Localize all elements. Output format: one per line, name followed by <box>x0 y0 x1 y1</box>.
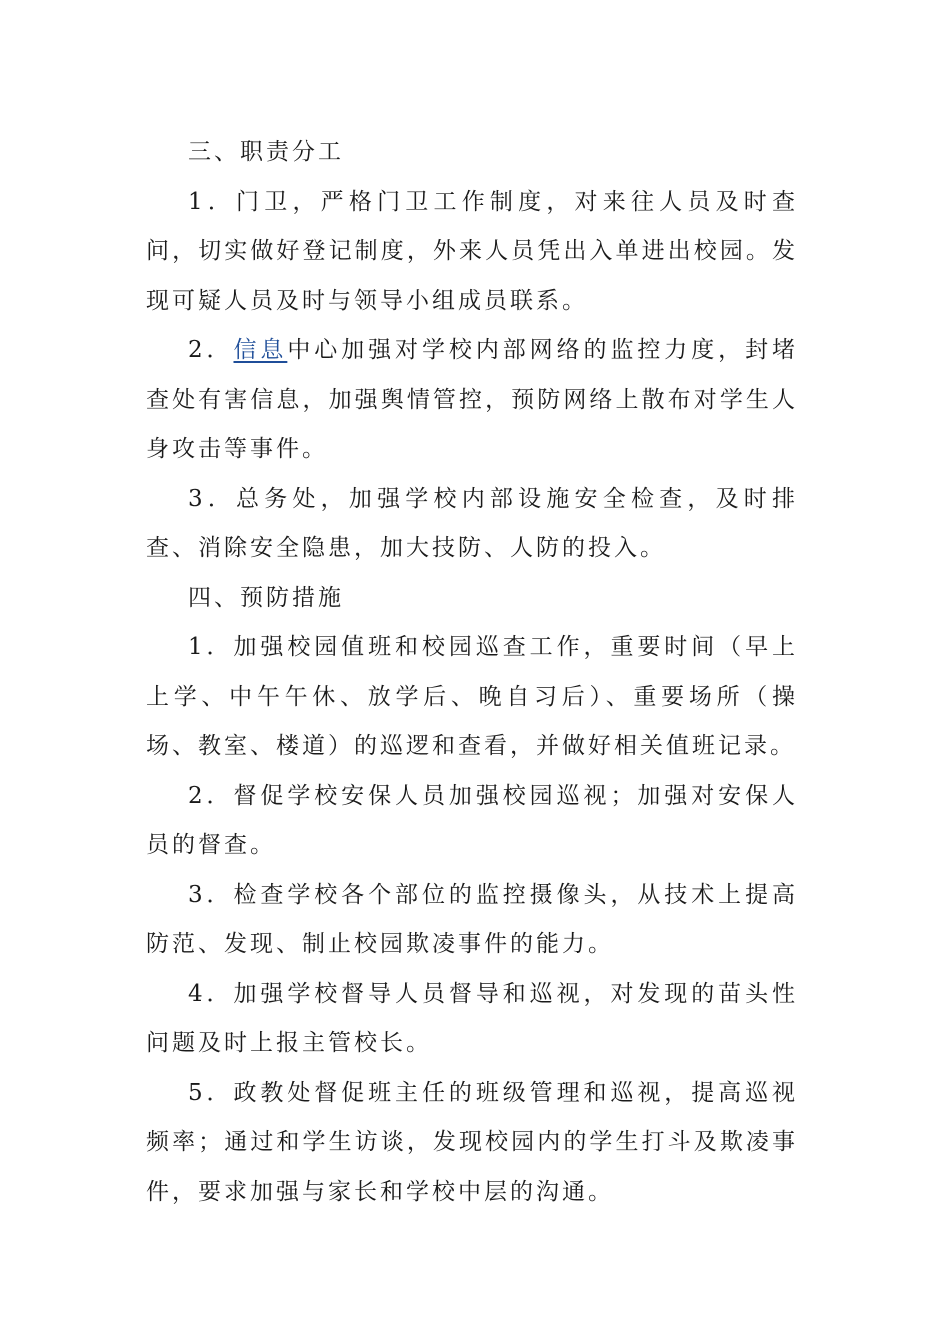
document-body <box>146 128 798 1217</box>
duty-item-info-center <box>146 326 798 475</box>
prevention-item-cameras: 3．检查学校各个部位的监控摄像头，从技术上提高防范、发现、制止校园欺凌事件的能力。 <box>146 881 798 957</box>
duty-item-gatekeeper: 1．门卫，严格门卫工作制度，对来往人员及时查问，切实做好登记制度，外来人员凭出入单进出校园。发现可疑人员及时与领导小组成员联系。 <box>146 188 798 314</box>
duty-item-number: 2． <box>188 337 234 363</box>
info-link[interactable]: 信息 <box>233 337 288 363</box>
prevention-item-patrol: 1．加强校园值班和校园巡查工作，重要时间（早上上学、中午午休、放学后、晚自习后）、重要场所（操场、教室、楼道）的巡逻和查看，并做好相关值班记录。 <box>146 634 798 759</box>
prevention-item-supervision: 4．加强学校督导人员督导和巡视，对发现的苗头性问题及时上报主管校长。 <box>146 980 798 1056</box>
prevention-item-security-staff: 2．督促学校安保人员加强校园巡视；加强对安保人员的督查。 <box>146 782 798 858</box>
prevention-item-class-management: 5．政教处督促班主任的班级管理和巡视，提高巡视频率；通过和学生访谈，发现校园内的学生打斗及欺凌事件，要求加强与家长和学校中层的沟通。 <box>146 1079 798 1205</box>
duty-item-general-affairs: 3．总务处，加强学校内部设施安全检查，及时排查、消除安全隐患，加大技防、人防的投入。 <box>146 485 798 561</box>
section-heading-duties: 三、职责分工 <box>188 139 344 165</box>
duty-item-text: 中心加强对学校内部网络的监控力度，封堵查处有害信息，加强舆情管控，预防网络上散布对学生人身攻击等事件。 <box>146 337 799 462</box>
section-heading-prevention: 四、预防措施 <box>188 584 344 611</box>
